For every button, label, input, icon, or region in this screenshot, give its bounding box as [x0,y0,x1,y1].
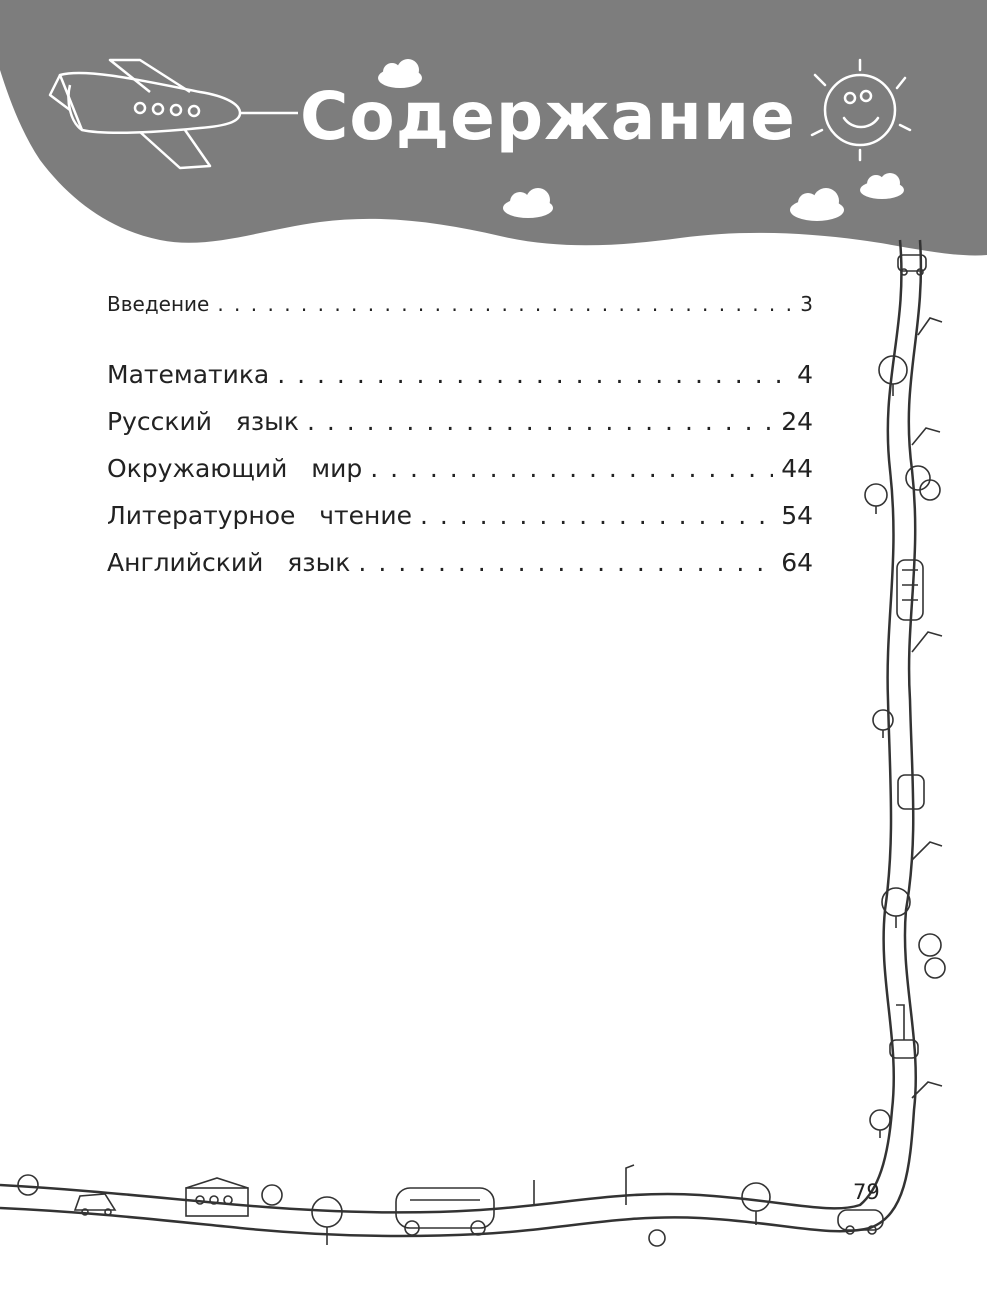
house-icon [186,1178,248,1216]
toc-entry-label: Математика [107,360,270,389]
toc-entry-page: 64 [781,548,813,577]
tree-icon [919,934,945,978]
toc-leader-dots [277,360,789,389]
toc-entry[interactable] [107,501,813,548]
tree-icon [870,1110,890,1138]
page-title: Содержание [300,78,796,155]
tree-icon [649,1230,665,1246]
table-of-contents [107,292,813,595]
toc-entry[interactable] [107,548,813,595]
lamp-icon [912,428,940,445]
tree-icon [18,1175,38,1195]
toc-leader-dots [358,548,773,577]
toc-entry-page: 24 [781,407,813,436]
toc-entry-page: 3 [800,292,813,316]
toc-entry-page: 44 [781,454,813,483]
lamp-icon [912,842,942,860]
toc-entry[interactable] [107,407,813,454]
toc-entry[interactable] [107,360,813,407]
toc-leader-dots [420,501,773,530]
toc-entry-page: 54 [781,501,813,530]
tree-icon [865,484,887,514]
toc-entry-label: Окружающий мир [107,454,363,483]
lamp-icon [626,1165,634,1205]
lamp-icon [912,632,942,652]
tree-icon [262,1185,282,1205]
toc-entry-page: 4 [797,360,813,389]
bus-icon [897,560,923,620]
tree-icon [742,1183,770,1225]
toc-entry-label: Русский язык [107,407,299,436]
toc-leader-dots [217,292,792,316]
toc-entry-label: Литературное чтение [107,501,412,530]
page-number: 79 [853,1180,880,1204]
tree-icon [312,1197,342,1245]
lamp-icon [918,318,942,335]
car-icon [898,775,924,809]
toc-leader-dots [370,454,773,483]
toc-entry[interactable] [107,454,813,501]
toc-entry-intro[interactable] [107,292,813,326]
car-icon [838,1210,883,1234]
toc-entry-label: Введение [107,292,210,316]
toc-leader-dots [307,407,773,436]
toc-entry-label: Английский язык [107,548,351,577]
